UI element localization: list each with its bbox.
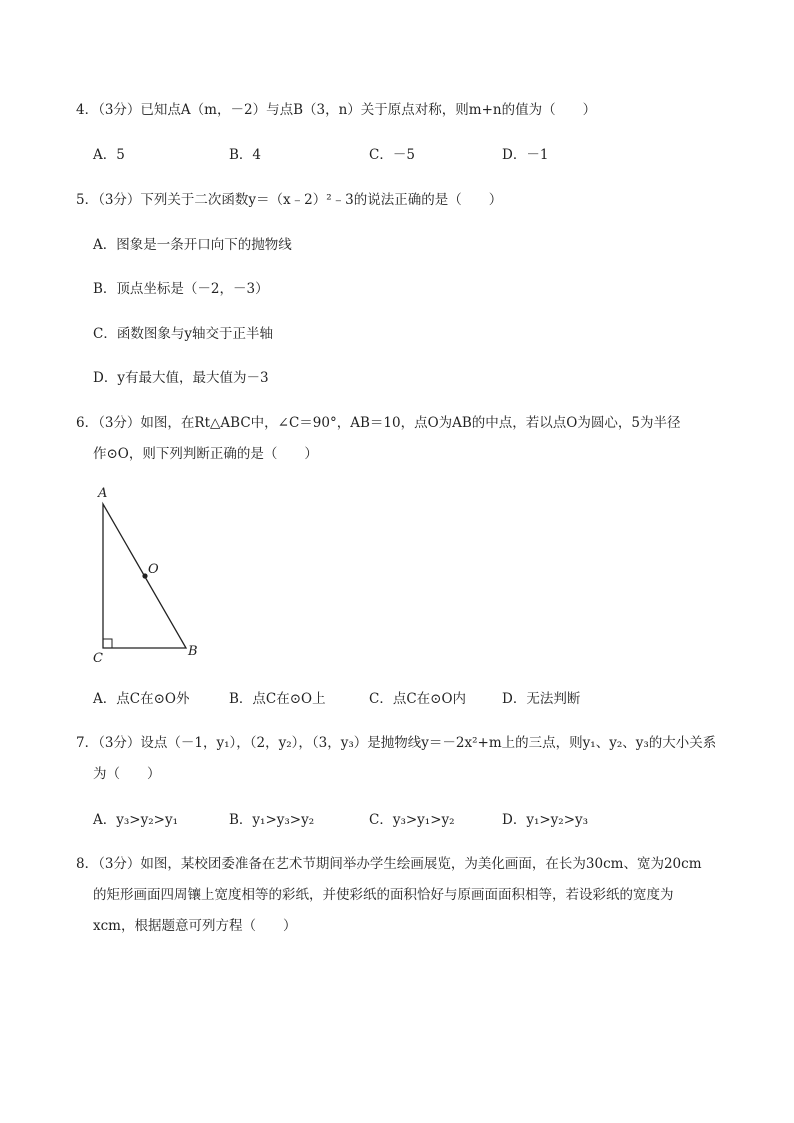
midpoint-o (142, 573, 147, 578)
q7-stem-line-2: 为（ ） (93, 766, 161, 782)
q5-option-c[interactable]: C．函数图象与y轴交于正半轴 (93, 326, 273, 342)
q8-stem-line-2: 的矩形画面四周镶上宽度相等的彩纸，并使彩纸的面积恰好与原画面面积相等，若设彩纸的宽度为 (93, 887, 674, 903)
right-triangle-figure (88, 484, 218, 664)
q7-option-d[interactable]: D．y₁>y₂>y₃ (502, 812, 589, 828)
q4-option-a[interactable]: A．5 (93, 147, 125, 163)
q6-stem-line-1: 6．（3分）如图，在Rt△ABC中，∠C＝90°，AB＝10，点O为AB的中点，若以点O为圆心，5为半径 (76, 415, 681, 431)
label-a: A (98, 486, 108, 501)
q4-stem: 4．（3分）已知点A（m，－2）与点B（3，n）关于原点对称，则m+n的值为（ ） (76, 102, 597, 118)
q6-option-a[interactable]: A．点C在⊙O外 (93, 691, 190, 707)
q6-stem-line-2: 作⊙O，则下列判断正确的是（ ） (93, 446, 318, 462)
q5-option-b[interactable]: B．顶点坐标是（－2，－3） (93, 281, 269, 297)
q7-stem-line-1: 7．（3分）设点（－1，y₁），（2，y₂），（3，y₃）是抛物线y＝－2x²+m上的三点，则y₁、y₂、y₃的大小关系 (76, 735, 717, 751)
label-c: C (93, 651, 103, 664)
q6-option-b[interactable]: B．点C在⊙O上 (229, 691, 326, 707)
q6-option-d[interactable]: D．无法判断 (502, 691, 581, 707)
q8-stem-line-3: xcm，根据题意可列方程（ ） (93, 918, 297, 934)
label-b: B (188, 644, 198, 659)
q5-option-a[interactable]: A．图象是一条开口向下的抛物线 (93, 237, 292, 253)
label-o: O (148, 562, 159, 577)
q7-option-b[interactable]: B．y₁>y₃>y₂ (229, 812, 315, 828)
q4-option-c[interactable]: C．－5 (369, 147, 415, 163)
q6-option-c[interactable]: C．点C在⊙O内 (369, 691, 467, 707)
right-angle-marker (103, 639, 112, 648)
q4-option-b[interactable]: B．4 (229, 147, 262, 163)
q7-option-a[interactable]: A．y₃>y₂>y₁ (93, 812, 178, 828)
q4-option-d[interactable]: D．－1 (502, 147, 549, 163)
q7-option-c[interactable]: C．y₃>y₁>y₂ (369, 812, 455, 828)
q8-stem-line-1: 8．（3分）如图，某校团委准备在艺术节期间举办学生绘画展览，为美化画面，在长为30cm、宽为20cm (76, 856, 702, 872)
q5-option-d[interactable]: D．y有最大值，最大值为－3 (93, 370, 269, 386)
q5-stem: 5．（3分）下列关于二次函数y＝（x﹣2）²﹣3的说法正确的是（ ） (76, 192, 503, 208)
